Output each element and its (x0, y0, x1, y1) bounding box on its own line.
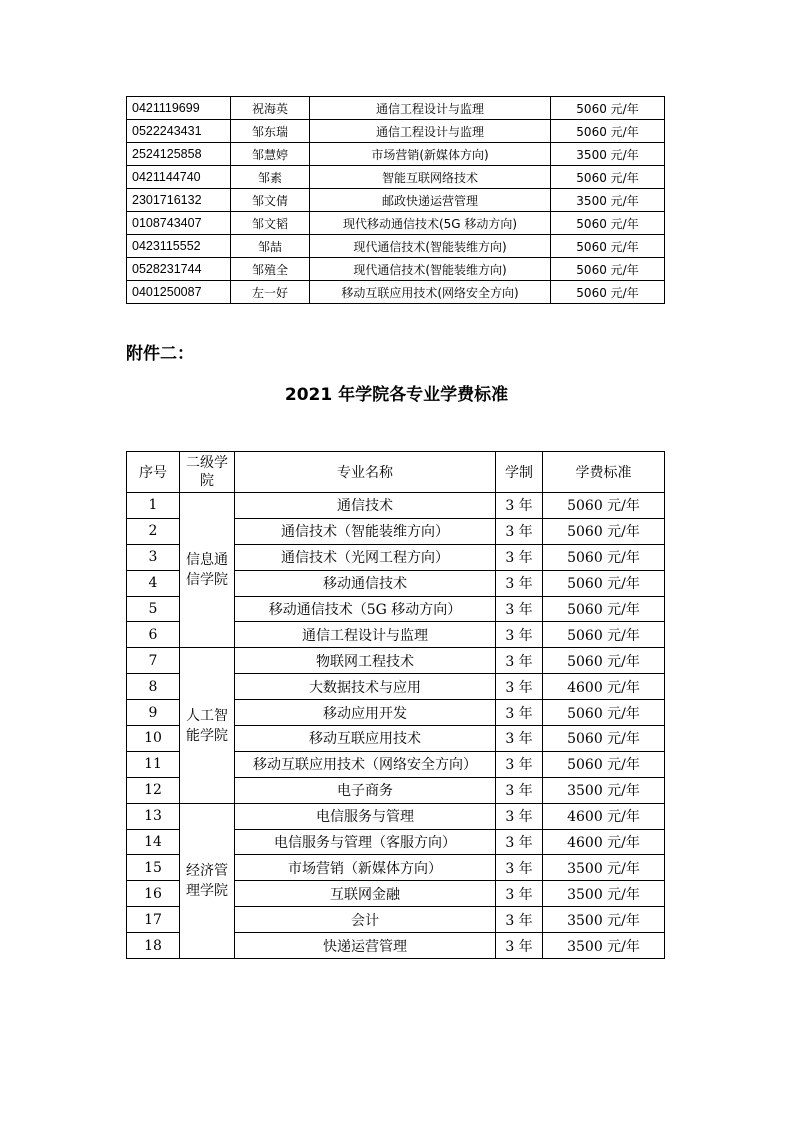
fee-cell: 3500 元/年 (543, 777, 665, 803)
student-id-cell: 0528231744 (127, 258, 231, 281)
major-cell: 通信技术（光网工程方向） (235, 544, 496, 570)
major-cell: 快递运营管理 (235, 933, 496, 959)
table-row (127, 648, 665, 674)
fee-cell: 3500 元/年 (543, 881, 665, 907)
seq-cell: 3 (127, 544, 180, 570)
student-name-cell: 邹文韬 (231, 212, 310, 235)
fee-cell: 5060 元/年 (551, 235, 665, 258)
student-id-cell: 2524125858 (127, 143, 231, 166)
college-cell: 信息通信学院 (180, 493, 235, 648)
duration-cell: 3 年 (496, 933, 543, 959)
header-college: 二级学院 (180, 452, 235, 493)
fee-cell: 3500 元/年 (543, 907, 665, 933)
seq-cell: 5 (127, 596, 180, 622)
table-row (127, 166, 665, 189)
header-fee: 学费标准 (543, 452, 665, 493)
header-major: 专业名称 (235, 452, 496, 493)
seq-cell: 13 (127, 803, 180, 829)
fee-cell: 3500 元/年 (551, 143, 665, 166)
major-cell: 移动互联应用技术（网络安全方向） (235, 751, 496, 777)
duration-cell: 3 年 (496, 751, 543, 777)
student-id-cell: 0108743407 (127, 212, 231, 235)
major-cell: 通信工程设计与监理 (235, 622, 496, 648)
major-cell: 智能互联网络技术 (310, 166, 551, 189)
major-cell: 电信服务与管理 (235, 803, 496, 829)
seq-cell: 4 (127, 570, 180, 596)
table-row (127, 212, 665, 235)
fee-cell: 5060 元/年 (543, 751, 665, 777)
fee-cell: 5060 元/年 (551, 258, 665, 281)
fee-cell: 3500 元/年 (543, 855, 665, 881)
fee-cell: 4600 元/年 (543, 829, 665, 855)
major-cell: 移动应用开发 (235, 700, 496, 726)
student-id-cell: 0423115552 (127, 235, 231, 258)
student-id-cell: 0421144740 (127, 166, 231, 189)
duration-cell: 3 年 (496, 907, 543, 933)
duration-cell: 3 年 (496, 726, 543, 752)
table-row (127, 189, 665, 212)
table-row (127, 143, 665, 166)
duration-cell: 3 年 (496, 700, 543, 726)
major-cell: 移动通信技术（5G 移动方向） (235, 596, 496, 622)
duration-cell: 3 年 (496, 674, 543, 700)
fee-cell: 5060 元/年 (543, 648, 665, 674)
student-name-cell: 祝海英 (231, 97, 310, 120)
major-cell: 物联网工程技术 (235, 648, 496, 674)
fee-cell: 5060 元/年 (551, 97, 665, 120)
college-cell: 经济管理学院 (180, 803, 235, 958)
header-row (127, 452, 665, 493)
seq-cell: 12 (127, 777, 180, 803)
seq-cell: 14 (127, 829, 180, 855)
duration-cell: 3 年 (496, 570, 543, 596)
major-cell: 大数据技术与应用 (235, 674, 496, 700)
student-name-cell: 左一好 (231, 281, 310, 304)
duration-cell: 3 年 (496, 855, 543, 881)
major-cell: 市场营销（新媒体方向） (235, 855, 496, 881)
seq-cell: 6 (127, 622, 180, 648)
major-cell: 现代通信技术(智能装维方向) (310, 258, 551, 281)
duration-cell: 3 年 (496, 596, 543, 622)
fee-cell: 5060 元/年 (543, 544, 665, 570)
seq-cell: 1 (127, 493, 180, 519)
student-name-cell: 邹喆 (231, 235, 310, 258)
fee-cell: 4600 元/年 (543, 803, 665, 829)
duration-cell: 3 年 (496, 648, 543, 674)
major-cell: 通信技术（智能装维方向） (235, 518, 496, 544)
student-id-cell: 0401250087 (127, 281, 231, 304)
student-name-cell: 邹东瑞 (231, 120, 310, 143)
fee-cell: 5060 元/年 (551, 166, 665, 189)
fee-cell: 5060 元/年 (543, 700, 665, 726)
table-row (127, 493, 665, 519)
duration-cell: 3 年 (496, 829, 543, 855)
major-cell: 通信工程设计与监理 (310, 120, 551, 143)
duration-cell: 3 年 (496, 518, 543, 544)
duration-cell: 3 年 (496, 544, 543, 570)
major-cell: 市场营销(新媒体方向) (310, 143, 551, 166)
major-cell: 互联网金融 (235, 881, 496, 907)
seq-cell: 11 (127, 751, 180, 777)
duration-cell: 3 年 (496, 881, 543, 907)
fee-cell: 5060 元/年 (543, 596, 665, 622)
header-seq: 序号 (127, 452, 180, 493)
major-cell: 通信技术 (235, 493, 496, 519)
major-cell: 移动通信技术 (235, 570, 496, 596)
seq-cell: 2 (127, 518, 180, 544)
major-cell: 会计 (235, 907, 496, 933)
college-cell: 人工智能学院 (180, 648, 235, 803)
major-cell: 电信服务与管理（客服方向） (235, 829, 496, 855)
seq-cell: 17 (127, 907, 180, 933)
annex-label: 附件二： (126, 344, 194, 364)
seq-cell: 7 (127, 648, 180, 674)
table-row (127, 281, 665, 304)
seq-cell: 8 (127, 674, 180, 700)
student-name-cell: 邹慧婷 (231, 143, 310, 166)
fee-cell: 5060 元/年 (543, 518, 665, 544)
fee-cell: 5060 元/年 (543, 622, 665, 648)
duration-cell: 3 年 (496, 493, 543, 519)
student-name-cell: 邹文倩 (231, 189, 310, 212)
major-cell: 移动互联应用技术(网络安全方向) (310, 281, 551, 304)
student-fee-continuation-table (126, 96, 665, 304)
fee-standard-table (126, 451, 665, 959)
duration-cell: 3 年 (496, 777, 543, 803)
seq-cell: 18 (127, 933, 180, 959)
table-row (127, 803, 665, 829)
fee-cell: 5060 元/年 (551, 212, 665, 235)
major-cell: 通信工程设计与监理 (310, 97, 551, 120)
seq-cell: 16 (127, 881, 180, 907)
major-cell: 移动互联应用技术 (235, 726, 496, 752)
duration-cell: 3 年 (496, 803, 543, 829)
fee-cell: 5060 元/年 (543, 493, 665, 519)
major-cell: 电子商务 (235, 777, 496, 803)
table-row (127, 258, 665, 281)
duration-cell: 3 年 (496, 622, 543, 648)
header-duration: 学制 (496, 452, 543, 493)
major-cell: 现代通信技术(智能装维方向) (310, 235, 551, 258)
student-name-cell: 邹素 (231, 166, 310, 189)
fee-cell: 3500 元/年 (551, 189, 665, 212)
major-cell: 现代移动通信技术(5G 移动方向) (310, 212, 551, 235)
fee-cell: 3500 元/年 (543, 933, 665, 959)
student-name-cell: 邹殖全 (231, 258, 310, 281)
seq-cell: 15 (127, 855, 180, 881)
fee-cell: 5060 元/年 (543, 726, 665, 752)
page-title: 2021 年学院各专业学费标准 (284, 385, 509, 405)
fee-cell: 4600 元/年 (543, 674, 665, 700)
table-row (127, 120, 665, 143)
student-id-cell: 2301716132 (127, 189, 231, 212)
seq-cell: 10 (127, 726, 180, 752)
major-cell: 邮政快递运营管理 (310, 189, 551, 212)
table-row (127, 97, 665, 120)
student-id-cell: 0421119699 (127, 97, 231, 120)
seq-cell: 9 (127, 700, 180, 726)
student-id-cell: 0522243431 (127, 120, 231, 143)
fee-cell: 5060 元/年 (543, 570, 665, 596)
table-row (127, 235, 665, 258)
fee-cell: 5060 元/年 (551, 120, 665, 143)
fee-cell: 5060 元/年 (551, 281, 665, 304)
